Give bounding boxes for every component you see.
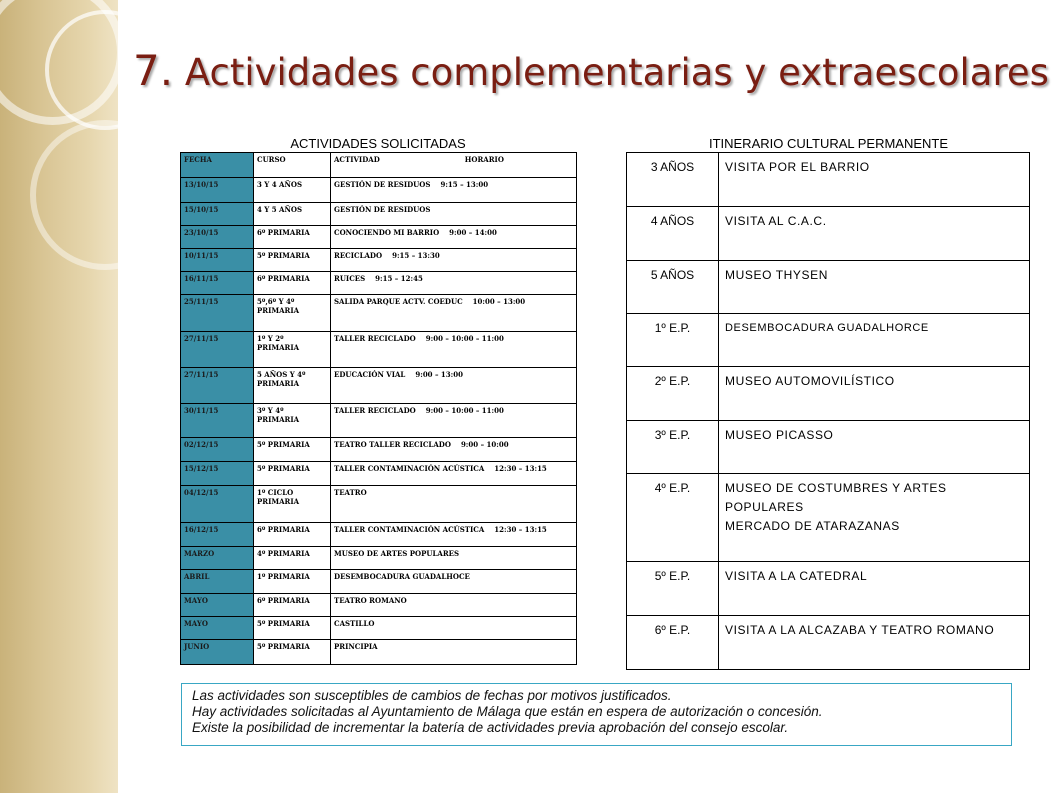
slide-title-number: 7.	[133, 46, 174, 95]
itinerary-level: 3º E.P.	[627, 421, 719, 474]
cell-actividad	[331, 570, 577, 594]
cell-actividad	[331, 594, 577, 617]
itinerary-visit-line: VISITA AL C.A.C.	[725, 214, 827, 228]
table-row	[181, 617, 577, 640]
cell-actividad-label: TALLER CONTAMINACIÓN ACÚSTICA	[334, 464, 485, 473]
itinerary-visit	[719, 367, 1030, 421]
cell-horario: 9:00 – 10:00 – 11:00	[425, 406, 504, 415]
itinerary-row	[627, 421, 1030, 474]
itinerary-level: 5º E.P.	[627, 562, 719, 616]
table-row	[181, 547, 577, 570]
table-row	[181, 523, 577, 547]
cell-actividad	[331, 462, 577, 486]
itinerary-level: 6º E.P.	[627, 616, 719, 670]
cell-curso: 3º Y 4º PRIMARIA	[254, 404, 331, 438]
note-line: Hay actividades solicitadas al Ayuntamiento de Málaga que están en espera de autorización o concesión.	[192, 704, 823, 719]
slide-title-text: Actividades complementarias y extraescolares	[184, 51, 1049, 94]
itinerary-level: 2º E.P.	[627, 367, 719, 421]
cell-actividad-label: SALIDA PARQUE ACTV. COEDUC	[334, 297, 463, 306]
cell-actividad-label: GESTIÓN DE RESIDUOS	[334, 180, 431, 189]
right-table-caption: ITINERARIO CULTURAL PERMANENTE	[708, 136, 949, 151]
cell-actividad-label: DESEMBOCADURA GUADALHOCE	[334, 572, 470, 581]
table-row	[181, 594, 577, 617]
itinerary-row	[627, 474, 1030, 562]
cell-curso: 6º PRIMARIA	[254, 594, 331, 617]
cell-actividad	[331, 617, 577, 640]
cell-actividad	[331, 203, 577, 226]
itinerary-visit-line: MUSEO PICASSO	[725, 428, 834, 442]
itinerary-level: 4º E.P.	[627, 474, 719, 562]
cell-curso: 5º PRIMARIA	[254, 640, 331, 665]
itinerary-visit-line: VISITA A LA CATEDRAL	[725, 569, 868, 583]
itinerary-visit-line: VISITA POR EL BARRIO	[725, 160, 870, 174]
cell-horario: 9:15 – 12:45	[375, 274, 423, 283]
cell-actividad	[331, 295, 577, 332]
cell-curso: 5º PRIMARIA	[254, 462, 331, 486]
cell-curso: 4 Y 5 AÑOS	[254, 203, 331, 226]
cell-fecha: MAYO	[181, 617, 254, 640]
cell-actividad-label: GESTIÓN DE RESIDUOS	[334, 205, 431, 214]
cell-fecha: 16/12/15	[181, 523, 254, 547]
cell-horario: 9:00 – 13:00	[415, 370, 463, 379]
header-curso: CURSO	[254, 153, 331, 178]
itinerary-level: 3 AÑOS	[627, 153, 719, 207]
itinerary-visit	[719, 421, 1030, 474]
itinerary-row	[627, 616, 1030, 670]
cell-fecha: 15/12/15	[181, 462, 254, 486]
itinerary-visit-line: VISITA A LA ALCAZABA Y TEATRO ROMANO	[725, 623, 995, 637]
table-row	[181, 226, 577, 249]
table-row	[181, 203, 577, 226]
cell-horario: 9:00 – 14:00	[449, 228, 497, 237]
activities-table-body	[181, 153, 577, 665]
itinerary-row	[627, 367, 1030, 421]
table-row	[181, 462, 577, 486]
table-header-row	[181, 153, 577, 178]
table-row	[181, 438, 577, 462]
cell-curso: 5 AÑOS Y 4º PRIMARIA	[254, 368, 331, 404]
cell-fecha: 16/11/15	[181, 272, 254, 295]
itinerary-level: 5 AÑOS	[627, 261, 719, 314]
note-line: Las actividades son susceptibles de cambios de fechas por motivos justificados.	[192, 688, 672, 703]
cell-actividad	[331, 249, 577, 272]
cell-horario: 9:00 – 10:00 – 11:00	[425, 334, 504, 343]
cell-fecha: 27/11/15	[181, 368, 254, 404]
itinerary-level: 1º E.P.	[627, 314, 719, 367]
itinerary-row	[627, 314, 1030, 367]
itinerary-visit	[719, 261, 1030, 314]
cell-actividad-label: PRINCIPIA	[334, 642, 378, 651]
cell-curso: 1º PRIMARIA	[254, 570, 331, 594]
note-line: Existe la posibilidad de incrementar la batería de actividades previa aprobación del consejo escolar.	[192, 720, 789, 735]
cell-curso: 3 Y 4 AÑOS	[254, 178, 331, 203]
cell-fecha: JUNIO	[181, 640, 254, 665]
itinerary-visit	[719, 153, 1030, 207]
slide-title	[133, 46, 1049, 95]
cell-actividad-label: TEATRO TALLER RECICLADO	[334, 440, 451, 449]
header-fecha: FECHA	[181, 153, 254, 178]
table-row	[181, 178, 577, 203]
cell-fecha: 25/11/15	[181, 295, 254, 332]
cell-actividad-label: TEATRO ROMANO	[334, 596, 407, 605]
cell-curso: 5º PRIMARIA	[254, 249, 331, 272]
cell-actividad-label: CASTILLO	[334, 619, 375, 628]
table-row	[181, 368, 577, 404]
cell-actividad	[331, 272, 577, 295]
cell-actividad-label: RECICLADO	[334, 251, 383, 260]
cell-fecha: 10/11/15	[181, 249, 254, 272]
cell-actividad-label: TEATRO	[334, 488, 367, 497]
cell-horario: 12:30 – 13:15	[494, 525, 547, 534]
cell-curso: 6º PRIMARIA	[254, 272, 331, 295]
left-table-caption: ACTIVIDADES SOLICITADAS	[290, 136, 466, 151]
cell-actividad-label: EDUCACIÓN VIAL	[334, 370, 406, 379]
cell-fecha: 30/11/15	[181, 404, 254, 438]
table-row	[181, 404, 577, 438]
cell-fecha: 02/12/15	[181, 438, 254, 462]
cell-actividad-label: CONOCIENDO MI BARRIO	[334, 228, 440, 237]
cell-curso: 6º PRIMARIA	[254, 226, 331, 249]
cell-curso: 4º PRIMARIA	[254, 547, 331, 570]
itinerary-visit-line: MUSEO AUTOMOVILÍSTICO	[725, 374, 895, 388]
itinerary-row	[627, 261, 1030, 314]
table-row	[181, 272, 577, 295]
cell-fecha: 15/10/15	[181, 203, 254, 226]
cell-curso: 5º PRIMARIA	[254, 617, 331, 640]
cell-horario: 10:00 – 13:00	[472, 297, 526, 306]
table-row	[181, 570, 577, 594]
itinerary-visit	[719, 314, 1030, 367]
itinerary-visit	[719, 474, 1030, 562]
cell-actividad-label: TALLER CONTAMINACIÓN ACÚSTICA	[334, 525, 485, 534]
cell-curso: 1º CICLO PRIMARIA	[254, 486, 331, 523]
header-horario: HORARIO	[464, 155, 504, 164]
cell-fecha: ABRIL	[181, 570, 254, 594]
cell-fecha: MAYO	[181, 594, 254, 617]
cell-actividad	[331, 523, 577, 547]
itinerary-visit	[719, 207, 1030, 261]
cell-actividad	[331, 547, 577, 570]
itinerary-table-body	[627, 153, 1030, 670]
cell-fecha: 13/10/15	[181, 178, 254, 203]
cell-actividad-label: MUSEO DE ARTES POPULARES	[334, 549, 460, 558]
cell-actividad	[331, 486, 577, 523]
cell-fecha: 23/10/15	[181, 226, 254, 249]
cell-actividad	[331, 438, 577, 462]
itinerary-visit-line: MUSEO THYSEN	[725, 268, 828, 282]
cell-curso: 5º,6º Y 4º PRIMARIA	[254, 295, 331, 332]
itinerary-row	[627, 207, 1030, 261]
cell-actividad	[331, 640, 577, 665]
cell-curso: 6º PRIMARIA	[254, 523, 331, 547]
table-row	[181, 249, 577, 272]
itinerary-row	[627, 153, 1030, 207]
cell-actividad	[331, 404, 577, 438]
table-row	[181, 486, 577, 523]
itinerary-visit	[719, 616, 1030, 670]
cell-curso: 5º PRIMARIA	[254, 438, 331, 462]
cell-actividad	[331, 226, 577, 249]
cell-fecha: 04/12/15	[181, 486, 254, 523]
decorative-side-band	[0, 0, 118, 793]
cell-fecha: 27/11/15	[181, 332, 254, 368]
cell-actividad-label: TALLER RECICLADO	[334, 334, 416, 343]
cell-actividad	[331, 178, 577, 203]
cell-horario: 12:30 – 13:15	[494, 464, 547, 473]
table-row	[181, 295, 577, 332]
cell-horario: 9:15 – 13:00	[440, 180, 489, 189]
cell-curso: 1º Y 2º PRIMARIA	[254, 332, 331, 368]
itinerary-visit	[719, 562, 1030, 616]
itinerary-row	[627, 562, 1030, 616]
header-actividad-label: ACTIVIDAD	[334, 155, 380, 164]
itinerary-level: 4 AÑOS	[627, 207, 719, 261]
itinerary-table	[626, 152, 1030, 670]
cell-horario: 9:00 – 10:00	[460, 440, 509, 449]
activities-table	[180, 152, 577, 665]
cell-horario: 9:15 – 13:30	[392, 251, 440, 260]
itinerary-visit-line: MUSEO DE COSTUMBRES Y ARTES POPULARES	[725, 481, 947, 514]
notes-box	[181, 683, 1012, 746]
cell-fecha: MARZO	[181, 547, 254, 570]
cell-actividad-label: TALLER RECICLADO	[334, 406, 416, 415]
cell-actividad	[331, 332, 577, 368]
itinerary-visit-line: MERCADO DE ATARAZANAS	[725, 519, 900, 533]
header-actividad	[331, 153, 577, 178]
decorative-circle	[30, 120, 180, 270]
cell-actividad-label: RUICES	[334, 274, 366, 283]
table-row	[181, 332, 577, 368]
table-row	[181, 640, 577, 665]
cell-actividad	[331, 368, 577, 404]
itinerary-visit-line: DESEMBOCADURA GUADALHORCE	[725, 322, 929, 334]
